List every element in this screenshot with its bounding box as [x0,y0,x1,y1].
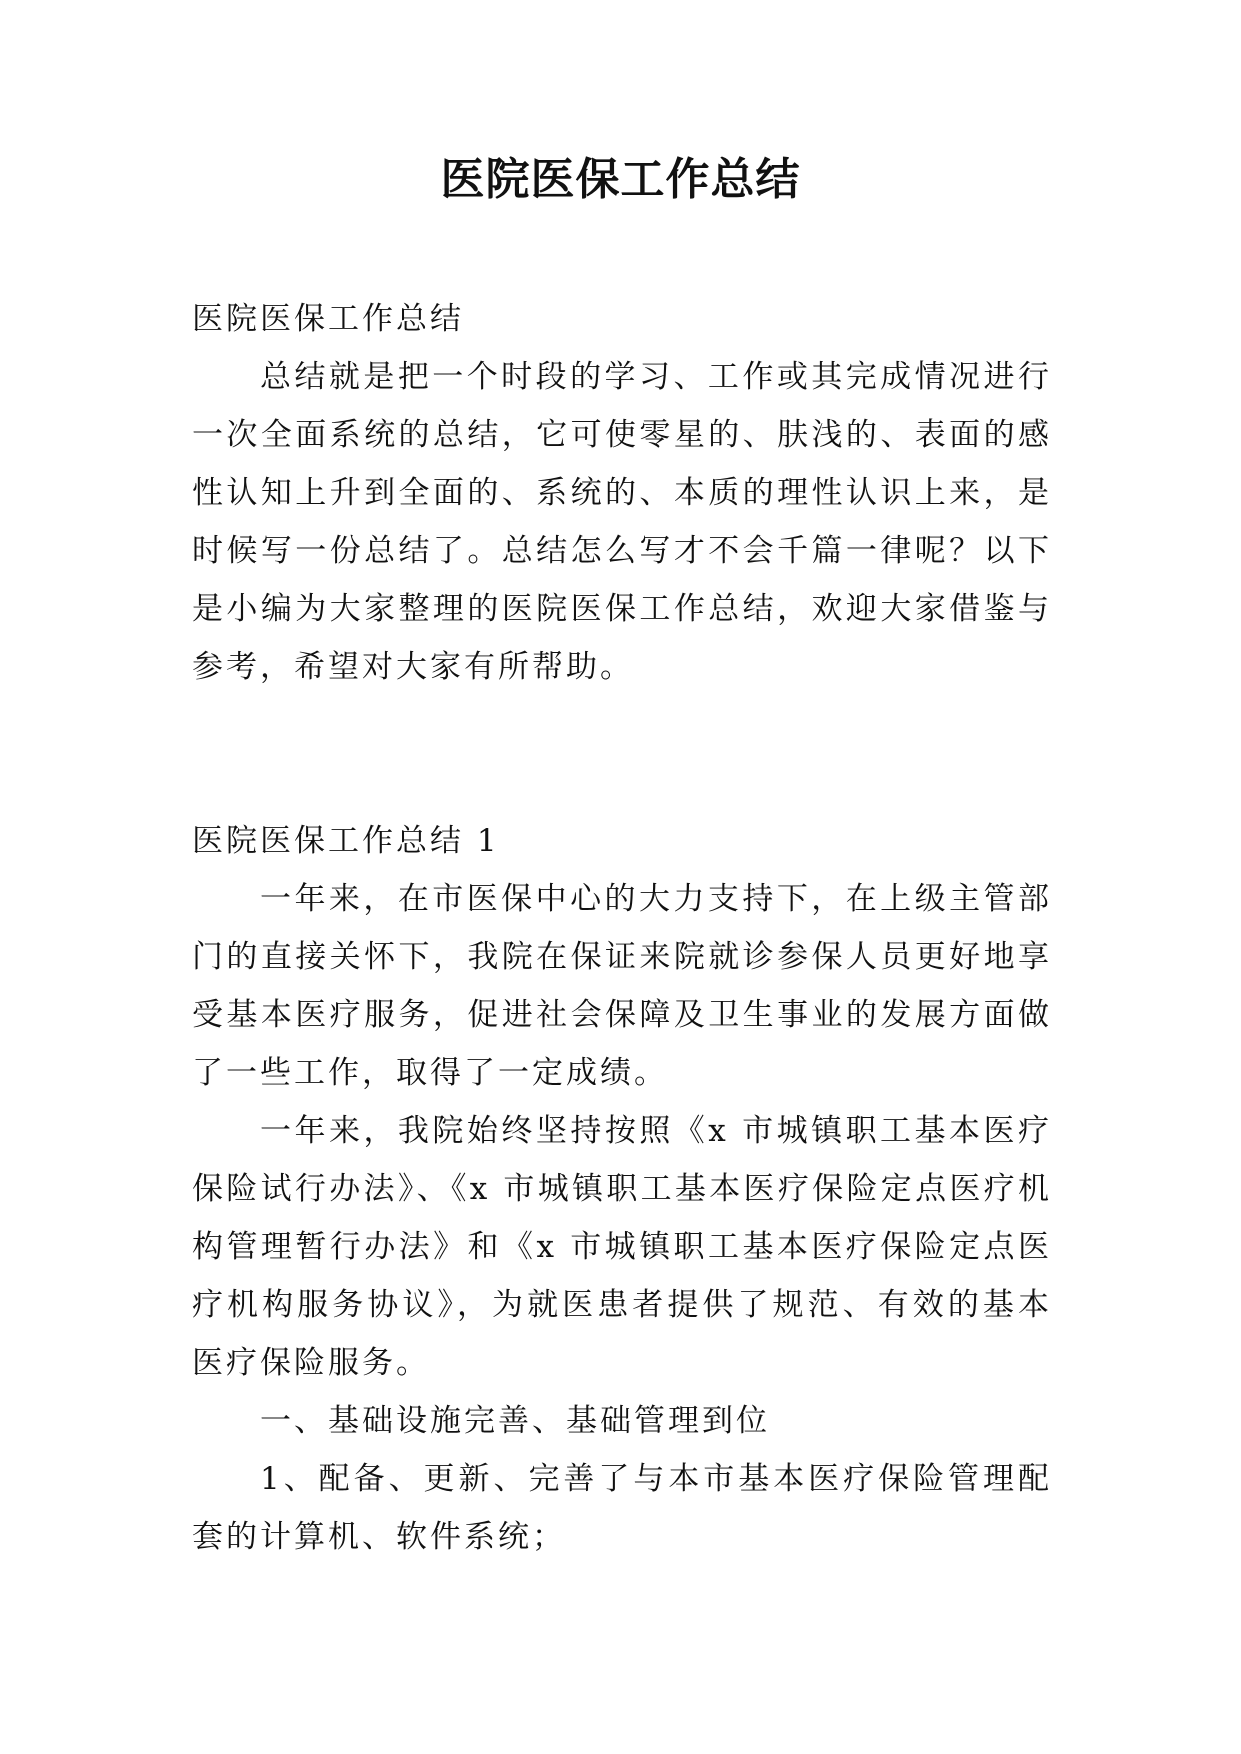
body-paragraph: 一年来，我院始终坚持按照《x 市城镇职工基本医疗保险试行办法》、《x 市城镇职工基本医疗保险定点医疗机构管理暂行办法》和《x 市城镇职工基本医疗保险定点医疗机构服务协议》，为就医患者提供了规范、有效的基本医疗保险服务。 [192,1113,1052,1381]
intro-paragraph: 总结就是把一个时段的学习、工作或其完成情况进行一次全面系统的总结，它可使零星的、肤浅的、表面的感性认知上升到全面的、系统的、本质的理性认识上来，是时候写一份总结了。总结怎么写才不会千篇一律呢？以下是小编为大家整理的医院医保工作总结，欢迎大家借鉴与参考，希望对大家有所帮助。 [192,359,1052,685]
section-spacer [192,696,1052,812]
intro-heading: 医院医保工作总结 [192,301,464,337]
list-item: 1、配备、更新、完善了与本市基本医疗保险管理配套的计算机、软件系统； [192,1461,1052,1555]
document-title: 医院医保工作总结 [440,154,801,205]
section-heading: 医院医保工作总结 1 [192,823,500,859]
document-body [192,290,1052,1566]
body-paragraph: 一年来，在市医保中心的大力支持下，在上级主管部门的直接关怀下，我院在保证来院就诊参保人员更好地享受基本医疗服务，促进社会保障及卫生事业的发展方面做了一些工作，取得了一定成绩。 [192,881,1052,1091]
subheading: 一、基础设施完善、基础管理到位 [260,1403,770,1439]
